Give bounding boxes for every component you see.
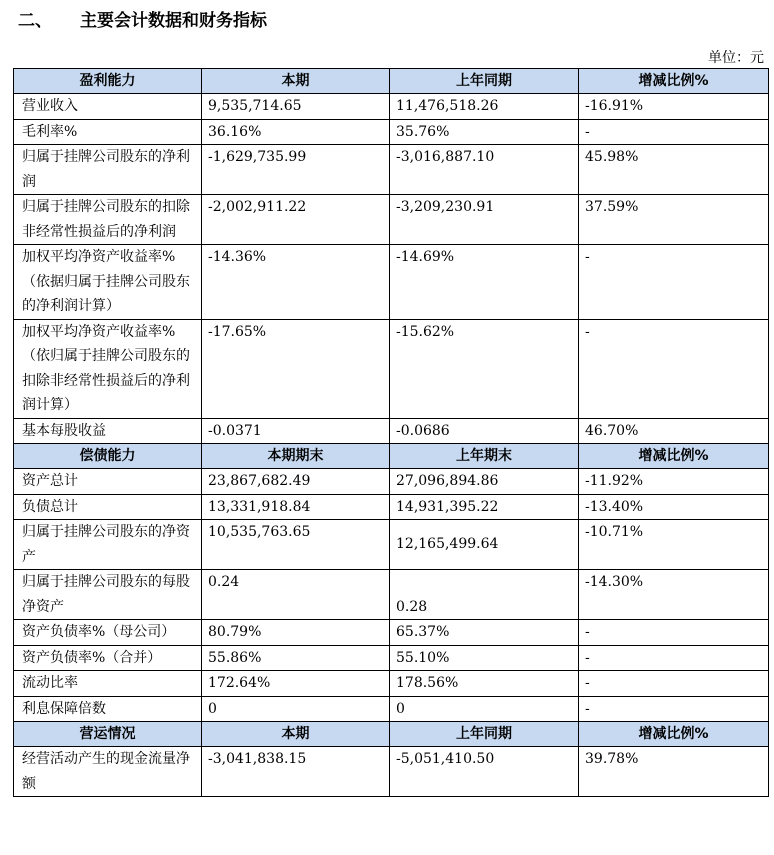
table-row: [14, 671, 769, 697]
change-value: 46.70%: [579, 418, 769, 444]
previous-value: 55.10%: [390, 645, 579, 671]
header-cell: 偿债能力: [14, 444, 202, 469]
operations-header-row: [14, 722, 769, 747]
previous-value: 35.76%: [390, 119, 579, 145]
solvency-header-row: [14, 444, 769, 469]
unit-label: 单位：元: [708, 50, 764, 66]
current-value: -17.65%: [202, 319, 390, 418]
header-cell: 本期: [202, 722, 390, 747]
change-value: -: [579, 696, 769, 722]
change-value: -13.40%: [579, 494, 769, 520]
header-cell: 上年期末: [390, 444, 579, 469]
current-value: 13,331,918.84: [202, 494, 390, 520]
row-label: 营业收入: [14, 94, 202, 120]
current-value: -1,629,735.99: [202, 145, 390, 195]
previous-value: 12,165,499.64: [390, 520, 579, 570]
header-cell: 盈利能力: [14, 69, 202, 94]
table-row: [14, 119, 769, 145]
current-value: 55.86%: [202, 645, 390, 671]
row-label: 毛利率%: [14, 119, 202, 145]
table-row: [14, 245, 769, 320]
change-value: -11.92%: [579, 469, 769, 495]
current-value: 0: [202, 696, 390, 722]
row-label: 资产负债率%（合并）: [14, 645, 202, 671]
table-row: [14, 620, 769, 646]
previous-value: 178.56%: [390, 671, 579, 697]
previous-value: -15.62%: [390, 319, 579, 418]
row-label: 利息保障倍数: [14, 696, 202, 722]
header-cell: 本期期末: [202, 444, 390, 469]
table-row: [14, 520, 769, 570]
table-row: [14, 145, 769, 195]
header-cell: 上年同期: [390, 69, 579, 94]
current-value: 0.24: [202, 570, 390, 620]
row-label: 资产负债率%（母公司）: [14, 620, 202, 646]
header-cell: 本期: [202, 69, 390, 94]
change-value: -: [579, 620, 769, 646]
row-label: 归属于挂牌公司股东的净利润: [14, 145, 202, 195]
change-value: -10.71%: [579, 520, 769, 570]
row-label: 归属于挂牌公司股东的扣除非经常性损益后的净利润: [14, 195, 202, 245]
current-value: 23,867,682.49: [202, 469, 390, 495]
change-value: 37.59%: [579, 195, 769, 245]
current-value: 10,535,763.65: [202, 520, 390, 570]
row-label: 归属于挂牌公司股东的净资产: [14, 520, 202, 570]
row-label: 流动比率: [14, 671, 202, 697]
section-title: [18, 6, 267, 31]
current-value: -3,041,838.15: [202, 747, 390, 797]
previous-value: 0: [390, 696, 579, 722]
previous-value: 65.37%: [390, 620, 579, 646]
previous-value: 11,476,518.26: [390, 94, 579, 120]
table-row: [14, 94, 769, 120]
header-cell: 增减比例%: [579, 444, 769, 469]
change-value: -: [579, 245, 769, 320]
header-cell: 增减比例%: [579, 722, 769, 747]
previous-value: -14.69%: [390, 245, 579, 320]
table-row: [14, 747, 769, 797]
previous-value: -3,209,230.91: [390, 195, 579, 245]
row-label: 资产总计: [14, 469, 202, 495]
previous-value: 0.28: [390, 570, 579, 620]
profit-header-row: [14, 69, 769, 94]
table-row: [14, 696, 769, 722]
change-value: -16.91%: [579, 94, 769, 120]
section-number: 二、: [18, 11, 52, 31]
previous-value: 27,096,894.86: [390, 469, 579, 495]
current-value: 9,535,714.65: [202, 94, 390, 120]
current-value: -2,002,911.22: [202, 195, 390, 245]
change-value: -: [579, 645, 769, 671]
previous-value: -3,016,887.10: [390, 145, 579, 195]
change-value: -14.30%: [579, 570, 769, 620]
header-cell: 增减比例%: [579, 69, 769, 94]
table-row: [14, 418, 769, 444]
table-row: [14, 494, 769, 520]
change-value: -: [579, 119, 769, 145]
row-label: 经营活动产生的现金流量净额: [14, 747, 202, 797]
row-label: 加权平均净资产收益率%（依据归属于挂牌公司股东的净利润计算）: [14, 245, 202, 320]
table-row: [14, 195, 769, 245]
section-heading: 主要会计数据和财务指标: [80, 11, 267, 31]
previous-value: 14,931,395.22: [390, 494, 579, 520]
row-label: 负债总计: [14, 494, 202, 520]
table-row: [14, 319, 769, 418]
table-row: [14, 645, 769, 671]
previous-value: -0.0686: [390, 418, 579, 444]
previous-value: -5,051,410.50: [390, 747, 579, 797]
current-value: -0.0371: [202, 418, 390, 444]
current-value: 172.64%: [202, 671, 390, 697]
change-value: -: [579, 671, 769, 697]
row-label: 归属于挂牌公司股东的每股净资产: [14, 570, 202, 620]
financial-indicators-table: [13, 68, 769, 797]
table-row: [14, 570, 769, 620]
table-row: [14, 469, 769, 495]
header-cell: 营运情况: [14, 722, 202, 747]
change-value: 39.78%: [579, 747, 769, 797]
current-value: -14.36%: [202, 245, 390, 320]
row-label: 基本每股收益: [14, 418, 202, 444]
current-value: 36.16%: [202, 119, 390, 145]
header-cell: 上年同期: [390, 722, 579, 747]
change-value: -: [579, 319, 769, 418]
current-value: 80.79%: [202, 620, 390, 646]
row-label: 加权平均净资产收益率%（依归属于挂牌公司股东的扣除非经常性损益后的净利润计算）: [14, 319, 202, 418]
change-value: 45.98%: [579, 145, 769, 195]
